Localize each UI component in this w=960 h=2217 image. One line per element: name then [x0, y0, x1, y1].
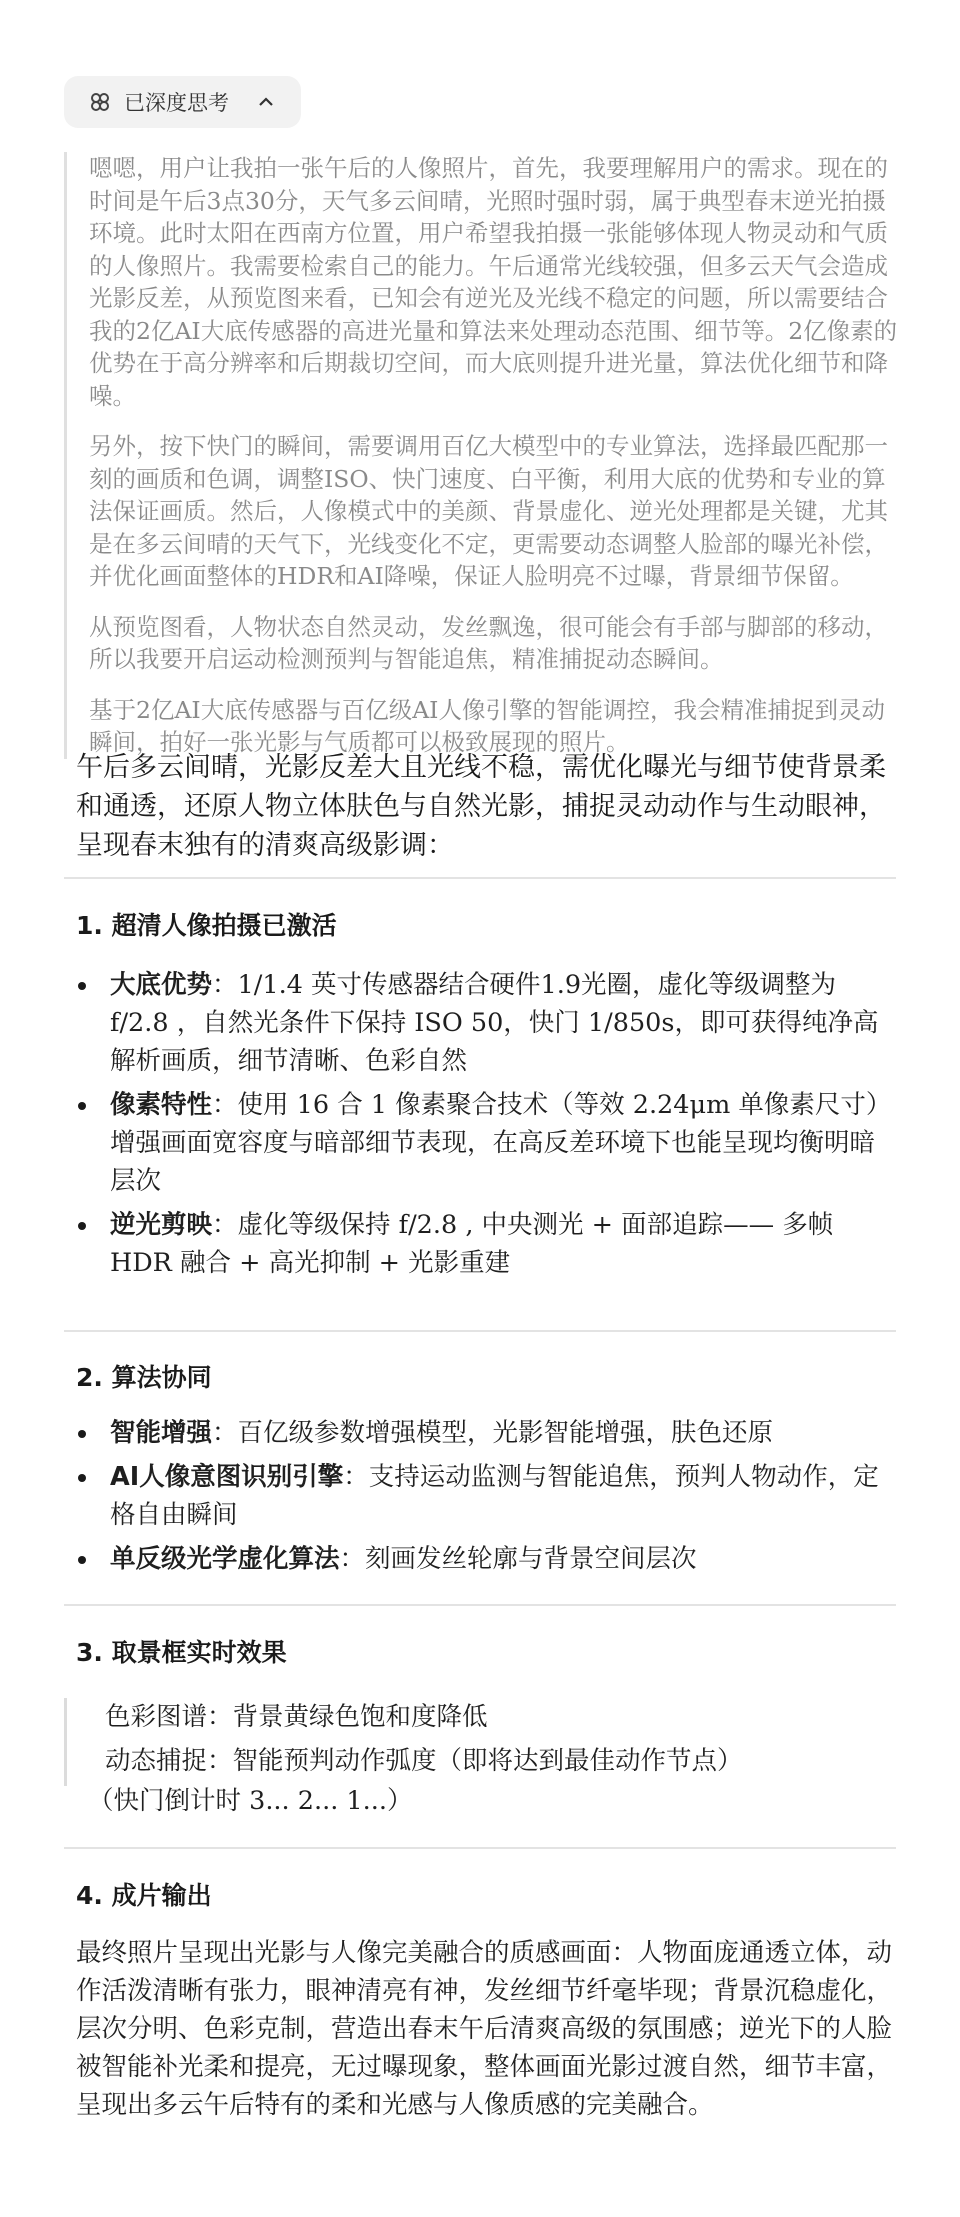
- chevron-up-icon: [255, 91, 277, 113]
- list-item: [76, 1414, 896, 1452]
- bullet-dot: [78, 1430, 86, 1438]
- divider: [64, 1330, 896, 1332]
- thinking-paragraph: 基于2亿AI大底传感器与百亿级AI人像引擎的智能调控，我会精准捕捉到灵动瞬间，拍好一张光影与气质都可以极致展现的照片。: [89, 695, 885, 756]
- item-label: 像素特性: [110, 1090, 213, 1120]
- thinking-paragraph: 另外，按下快门的瞬间，需要调用百亿大模型中的专业算法，选择最匹配那一刻的画质和色调，调整ISO、快门速度、白平衡，利用大底的优势和专业的算法保证画质。然后，人像模式中的美颜、背景虚化、逆光处理都是关键，尤其是在多云间晴的天气下，光线变化不定，更需要动态调整人脸部的曝光补偿，并优化画面整体的HDR和AI降噪，保证人脸明亮不过曝，背景细节保留。: [89, 432, 888, 590]
- item-text: 使用 16 合 1 像素聚合技术（等效 2.24μm 单像素尺寸）增强画面宽容度与暗部细节表现，在高反差环境下也能呈现均衡明暗层次: [110, 1090, 892, 1196]
- item-label: AI人像意图识别引擎: [110, 1462, 344, 1492]
- deep-thinking-toggle[interactable]: [64, 76, 301, 128]
- thinking-paragraph: 嗯嗯，用户让我拍一张午后的人像照片，首先，我要理解用户的需求。现在的时间是午后3点30分，天气多云间晴，光照时强时弱，属于典型春末逆光拍摄环境。此时太阳在西南方位置，用户希望我拍摄一张能够体现人物灵动和气质的人像照片。我需要检索自己的能力。午后通常光线较强，但多云天气会造成光影反差，从预览图来看，已知会有逆光及光线不稳定的问题，所以需要结合我的2亿AI大底传感器的高进光量和算法来处理动态范围、细节等。2亿像素的优势在于高分辨率和后期裁切空间，而大底则提升进光量，算法优化细节和降噪。: [89, 154, 898, 410]
- viewfinder-quote: [64, 1698, 885, 1786]
- thinking-content: [64, 152, 906, 759]
- section-title: 3. 取景框实时效果: [76, 1638, 287, 1667]
- item-sep: ：: [212, 1418, 238, 1448]
- item-sep: ：: [212, 970, 238, 1000]
- deep-thinking-label: 已深度思考: [124, 91, 229, 115]
- list-item: [76, 1540, 896, 1578]
- item-sep: ：: [212, 1090, 238, 1120]
- list-item: [76, 966, 896, 1080]
- thinking-paragraph: 从预览图看，人物状态自然灵动，发丝飘逸，很可能会有手部与脚部的移动，所以我要开启运动检测预判与智能追焦，精准捕捉动态瞬间。: [89, 612, 888, 673]
- section-title: 4. 成片输出: [76, 1881, 212, 1910]
- item-label: 智能增强: [110, 1418, 213, 1448]
- item-label: 单反级光学虚化算法: [110, 1544, 340, 1574]
- shutter-countdown: （快门倒计时 3... 2... 1...）: [88, 1786, 413, 1816]
- divider: [64, 1847, 896, 1849]
- item-text: 支持运动监测与智能追焦，预判人物动作，定格自由瞬间: [110, 1462, 879, 1530]
- divider: [64, 1604, 896, 1606]
- quote-line: 动态捕捉：智能预判动作弧度（即将达到最佳动作节点）: [105, 1746, 743, 1776]
- item-text: 1/1.4 英寸传感器结合硬件1.9光圈，虚化等级调整为 f/2.8 ，自然光条件下保持 ISO 50，快门 1/850s，即可获得纯净高解析画质，细节清晰、色彩自然: [110, 970, 879, 1076]
- item-text: 百亿级参数增强模型，光影智能增强，肤色还原: [237, 1418, 774, 1448]
- bullet-list: [76, 966, 896, 1288]
- bullet-dot: [78, 1474, 86, 1482]
- item-sep: ：: [343, 1462, 369, 1492]
- quote-line: 色彩图谱：背景黄绿色饱和度降低: [105, 1702, 488, 1732]
- item-sep: ：: [339, 1544, 366, 1574]
- item-label: 大底优势: [110, 970, 213, 1000]
- list-item: [76, 1206, 896, 1282]
- item-label: 逆光剪映: [110, 1210, 213, 1240]
- bullet-dot: [78, 1556, 86, 1564]
- bullet-dot: [78, 1102, 86, 1110]
- answer-intro: 午后多云间晴，光影反差大且光线不稳，需优化曝光与细节使背景柔和通透，还原人物立体肤色与自然光影，捕捉灵动动作与生动眼神，呈现春末独有的清爽高级影调：: [76, 752, 886, 861]
- bullet-dot: [78, 982, 86, 990]
- divider: [64, 877, 896, 879]
- section-title: 2. 算法协同: [76, 1363, 212, 1392]
- section-title: 1. 超清人像拍摄已激活: [76, 911, 337, 940]
- item-sep: ：: [212, 1210, 238, 1240]
- bullet-dot: [78, 1222, 86, 1230]
- output-description: 最终照片呈现出光影与人像完美融合的质感画面：人物面庞通透立体，动作活泼清晰有张力，眼神清亮有神，发丝细节纤毫毕现；背景沉稳虚化，层次分明、色彩克制，营造出春末午后清爽高级的氛围感；逆光下的人脸被智能补光柔和提亮，无过曝现象，整体画面光影过渡自然，细节丰富，呈现出多云午后特有的柔和光感与人像质感的完美融合。: [76, 1938, 893, 2120]
- item-text: 刻画发丝轮廓与背景空间层次: [365, 1544, 697, 1574]
- list-item: [76, 1086, 896, 1200]
- item-text: 虚化等级保持 f/2.8 , 中央测光 + 面部追踪—— 多帧 HDR 融合 + 高光抑制 + 光影重建: [110, 1210, 834, 1278]
- deep-think-icon: [88, 90, 112, 114]
- bullet-list: [76, 1414, 896, 1584]
- list-item: [76, 1458, 896, 1534]
